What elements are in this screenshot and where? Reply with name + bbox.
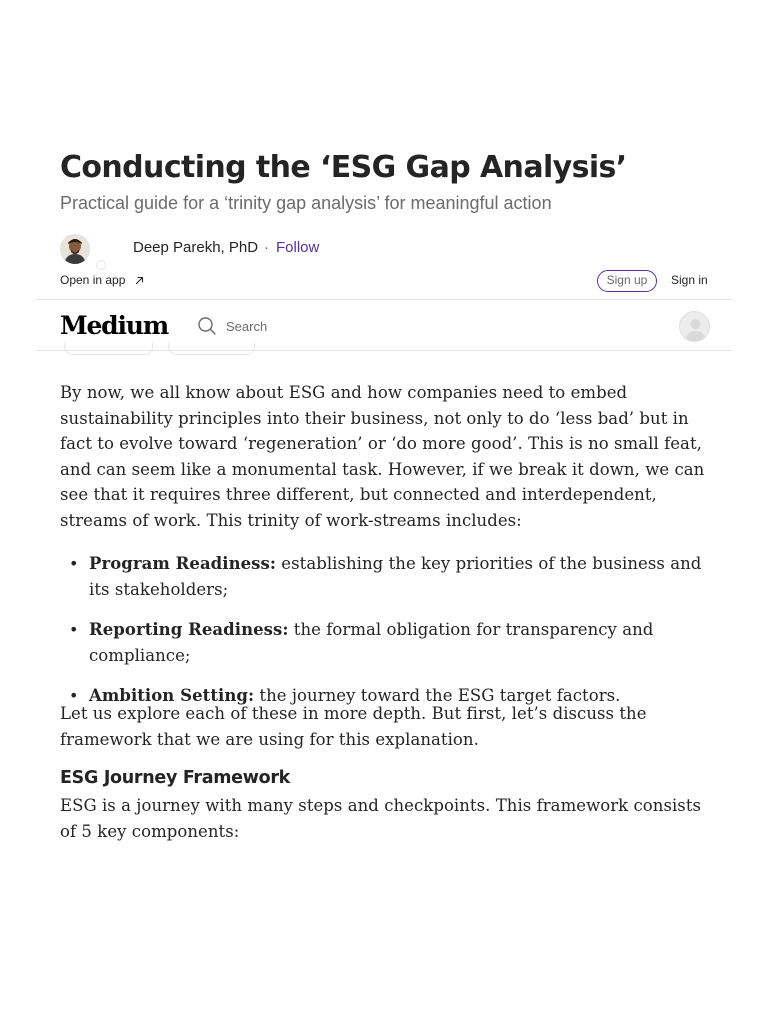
sign-in-link[interactable]: Sign in (671, 273, 708, 287)
sign-up-button[interactable]: Sign up (597, 270, 657, 292)
list-item-text: establishing the key priorities of the business and its stakeholders; (89, 554, 702, 599)
list-item-term: Reporting Readiness: (89, 620, 289, 639)
user-avatar[interactable] (679, 311, 710, 342)
clap-pill[interactable] (64, 343, 153, 355)
list-item-term: Program Readiness: (89, 554, 277, 573)
medium-logo[interactable]: Medium (60, 311, 168, 340)
open-in-app-link[interactable] (60, 273, 144, 287)
author-name[interactable]: Deep Parekh, PhD (133, 239, 259, 256)
search-icon[interactable] (196, 315, 218, 337)
response-pill[interactable] (168, 343, 255, 355)
article-title: Conducting the ‘ESG Gap Analysis’ (60, 150, 627, 185)
arrow-up-right-icon (135, 273, 144, 287)
follow-button[interactable]: Follow (276, 239, 320, 256)
intro-paragraph: By now, we all know about ESG and how companies need to embed sustainability principles into their business, not only to do ‘less bad’ but in fact to evolve toward ‘regeneration’ or ‘do more good’. This is no small feat, and can seem like a monumental task. However, if we break it down, we can see that it requires three different, but connected and interdependent, streams of work. This trinity of work-streams includes: (60, 383, 705, 530)
list-item-text: the formal obligation for transparency and compliance; (89, 620, 654, 665)
byline-separator: · (264, 239, 269, 256)
list-item-term: Ambition Setting: (89, 686, 255, 705)
user-placeholder-icon (680, 312, 710, 342)
author-photo (60, 234, 90, 264)
article-subtitle: Practical guide for a ‘trinity gap analysis’ for meaningful action (60, 193, 552, 213)
person-portrait-icon (60, 234, 90, 264)
workstream-list (60, 551, 710, 724)
member-badge-icon (96, 260, 106, 270)
section-paragraph: ESG is a journey with many steps and checkpoints. This framework consists of 5 key components: (60, 796, 702, 841)
open-in-app-label: Open in app (60, 273, 126, 287)
list-item (60, 617, 710, 668)
transition-paragraph: Let us explore each of these in more depth. But first, let’s discuss the framework that we are using for this explanation. (60, 704, 647, 749)
list-item-text: the journey toward the ESG target factors. (254, 686, 621, 705)
search-input[interactable] (226, 315, 406, 337)
section-heading: ESG Journey Framework (60, 768, 291, 788)
list-item (60, 551, 710, 602)
author-avatar[interactable] (60, 234, 106, 270)
author-byline (60, 234, 360, 264)
